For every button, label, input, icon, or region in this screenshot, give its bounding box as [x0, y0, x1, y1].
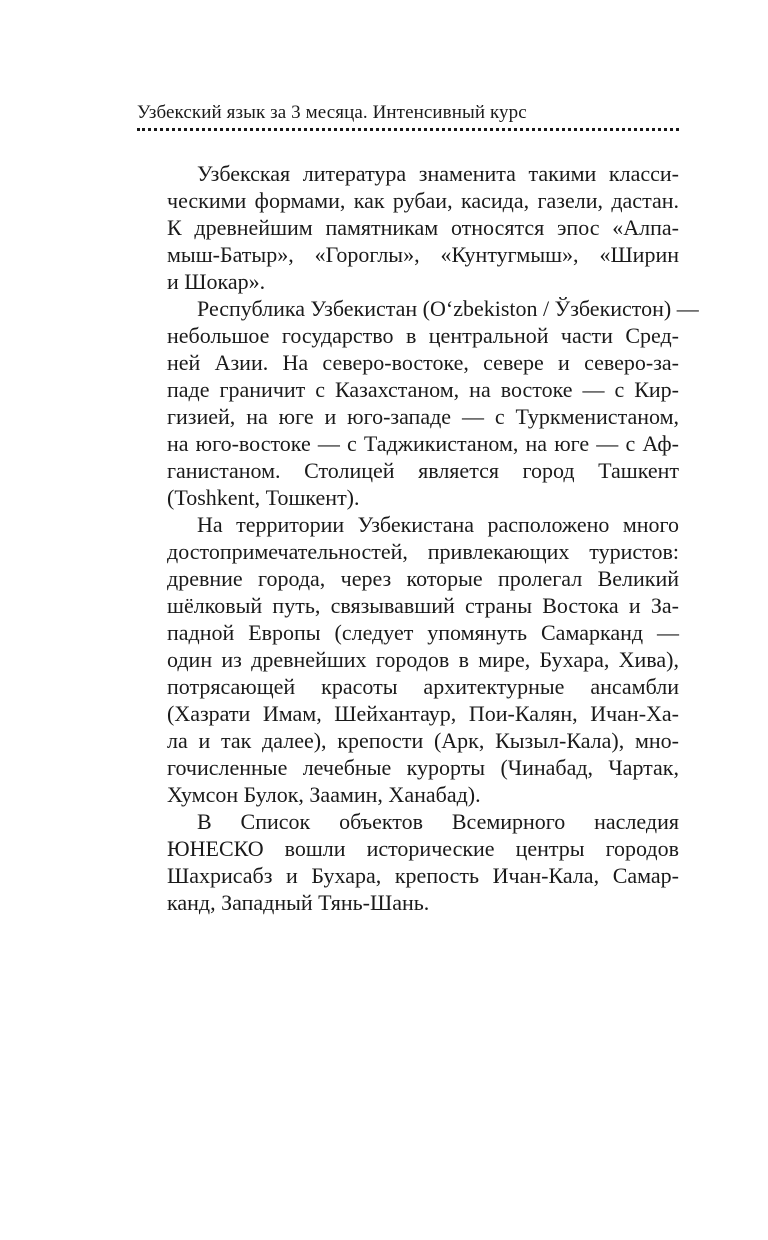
text-line: мыш-Батыр», «Гороглы», «Кунтугмыш», «Ширин	[167, 242, 679, 267]
text-line: на юго-востоке — с Таджикистаном, на юге — с Аф-	[167, 431, 679, 456]
text-line: паде граничит с Казахстаном, на востоке — с Кир-	[167, 377, 679, 402]
running-header: Узбекский язык за 3 месяца. Интенсивный курс	[137, 102, 527, 123]
text-line: гизией, на юге и юго-западе — с Туркменистаном,	[167, 404, 679, 429]
text-line: Шахрисабз и Бухара, крепость Ичан-Кала, Самар-	[167, 863, 679, 888]
text-line: ней Азии. На северо-востоке, севере и северо-за-	[167, 350, 679, 375]
text-line: На территории Узбекистана расположено много	[197, 512, 679, 537]
text-line: Хумсон Булок, Заамин, Ханабад).	[167, 782, 481, 807]
text-line: ЮНЕСКО вошли исторические центры городов	[167, 836, 679, 861]
paragraph-literature	[137, 160, 679, 295]
text-line: ческими формами, как рубаи, касида, газели, дастан.	[167, 188, 679, 213]
paragraph-unesco	[137, 808, 679, 916]
paragraph-republic	[137, 295, 699, 511]
text-line: небольшое государство в центральной части Сред-	[167, 323, 679, 348]
text-line: падной Европы (следует упомянуть Самарканд —	[167, 620, 679, 645]
text-line: Республика Узбекистан (O‘zbekiston / Ўзбекистон) —	[197, 296, 699, 321]
text-line: шёлковый путь, связывавший страны Востока и За-	[167, 593, 679, 618]
header-dotted-rule	[137, 128, 679, 131]
text-line: канд, Западный Тянь-Шань.	[167, 890, 430, 915]
body-text	[137, 160, 699, 916]
text-line: ла и так далее), крепости (Арк, Кызыл-Кала), мно-	[167, 728, 679, 753]
text-line: ганистаном. Столицей является город Ташкент	[167, 458, 679, 483]
text-line: Узбекская литература знаменита такими класси-	[197, 161, 679, 186]
text-line: гочисленные лечебные курорты (Чинабад, Чартак,	[167, 755, 679, 780]
text-line: К древнейшим памятникам относятся эпос «Алпа-	[167, 215, 679, 240]
text-line: (Toshkent, Тошкент).	[167, 485, 360, 510]
paragraph-sights	[137, 511, 679, 808]
text-line: (Хазрати Имам, Шейхантаур, Пои-Калян, Ичан-Ха-	[167, 701, 679, 726]
text-line: один из древнейших городов в мире, Бухара, Хива),	[167, 647, 679, 672]
text-line: древние города, через которые пролегал Великий	[167, 566, 679, 591]
text-line: и Шокар».	[167, 269, 266, 294]
text-line: достопримечательностей, привлекающих туристов:	[167, 539, 679, 564]
text-line: потрясающей красоты архитектурные ансамбли	[167, 674, 679, 699]
text-line: В Список объектов Всемирного наследия	[197, 809, 679, 834]
